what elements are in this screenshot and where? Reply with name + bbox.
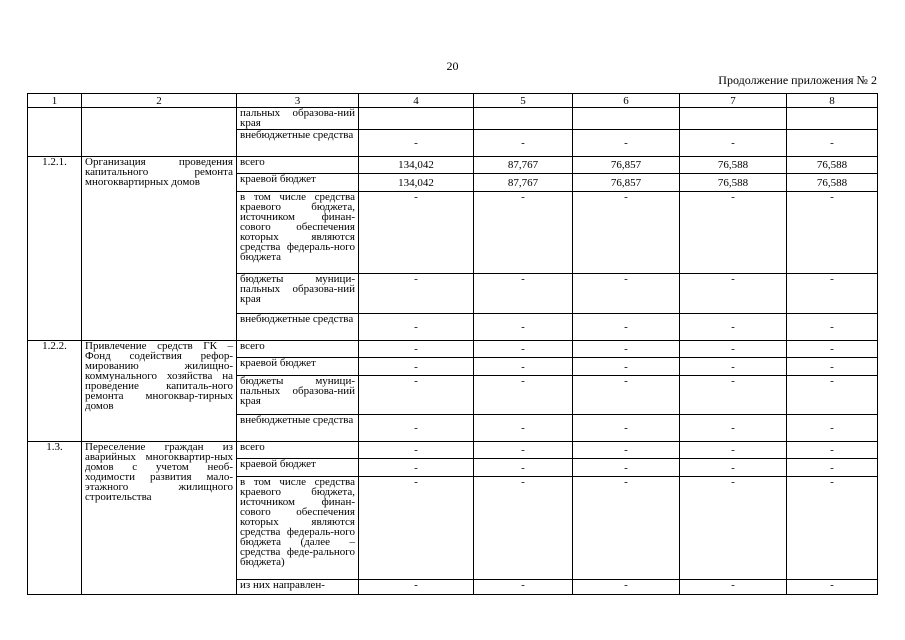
value-cell: -	[573, 358, 680, 376]
continuation-caption: Продолжение приложения № 2	[718, 73, 877, 87]
program-funding-table	[27, 93, 878, 595]
value-cell: -	[787, 192, 878, 274]
value-cell: -	[573, 130, 680, 157]
value-cell: -	[359, 459, 474, 477]
value-cell: -	[474, 477, 573, 580]
value-cell: 76,588	[787, 174, 878, 192]
value-cell: -	[787, 477, 878, 580]
value-cell: -	[680, 130, 787, 157]
value-cell: -	[573, 274, 680, 314]
value-cell: -	[474, 358, 573, 376]
column-header: 5	[474, 94, 573, 108]
value-cell: -	[359, 314, 474, 341]
value-cell: -	[680, 274, 787, 314]
value-cell: 76,857	[573, 157, 680, 174]
value-cell: -	[680, 341, 787, 358]
value-cell: -	[787, 358, 878, 376]
value-cell: -	[474, 314, 573, 341]
value-cell: 76,588	[680, 157, 787, 174]
value-cell: 76,588	[680, 174, 787, 192]
table-row	[28, 341, 878, 358]
value-cell: -	[474, 341, 573, 358]
funding-source: всего	[237, 341, 359, 358]
value-cell: -	[787, 314, 878, 341]
value-cell: -	[680, 415, 787, 442]
funding-source: внебюджетные средства	[237, 130, 359, 157]
value-cell: -	[573, 580, 680, 595]
value-cell: -	[474, 192, 573, 274]
value-cell: 87,767	[474, 157, 573, 174]
value-cell	[359, 108, 474, 130]
column-header: 4	[359, 94, 474, 108]
value-cell: -	[359, 192, 474, 274]
value-cell: -	[787, 341, 878, 358]
value-cell: -	[680, 376, 787, 415]
value-cell: -	[573, 415, 680, 442]
value-cell: -	[359, 376, 474, 415]
value-cell: -	[474, 415, 573, 442]
value-cell: -	[787, 274, 878, 314]
funding-source: всего	[237, 442, 359, 459]
value-cell: -	[359, 477, 474, 580]
value-cell: -	[474, 376, 573, 415]
funding-source: в том числе средства краевого бюджета, источником финан-сового обеспечения которых являются средства федераль-ного бюджета (далее – средства феде-рального бюджета)	[237, 477, 359, 580]
funding-source: бюджеты муници-пальных образова-ний края	[237, 376, 359, 415]
row-number: 1.2.2.	[28, 341, 82, 442]
value-cell: 76,588	[787, 157, 878, 174]
funding-source: внебюджетные средства	[237, 314, 359, 341]
column-header: 8	[787, 94, 878, 108]
value-cell: -	[680, 442, 787, 459]
row-number: 1.3.	[28, 442, 82, 595]
column-header: 7	[680, 94, 787, 108]
row-description: Переселение граждан из аварийных многоквартир-ных домов с учетом необ-ходимости развития мало-этажного жилищного строительства	[82, 442, 237, 595]
value-cell: -	[573, 477, 680, 580]
value-cell: -	[474, 274, 573, 314]
row-description: Привлечение средств ГК – Фонд содействия рефор-мированию жилищно-коммунального хозяйства на проведение капиталь-ного ремонта многоквар-тирных домов	[82, 341, 237, 442]
value-cell: -	[787, 442, 878, 459]
value-cell	[680, 108, 787, 130]
value-cell: -	[573, 376, 680, 415]
column-header: 1	[28, 94, 82, 108]
value-cell: -	[680, 459, 787, 477]
value-cell: -	[359, 442, 474, 459]
value-cell: -	[787, 376, 878, 415]
value-cell: -	[359, 341, 474, 358]
value-cell: -	[680, 358, 787, 376]
value-cell: -	[359, 130, 474, 157]
value-cell: -	[573, 314, 680, 341]
value-cell: -	[573, 341, 680, 358]
funding-source: бюджеты муници-пальных образова-ний края	[237, 274, 359, 314]
value-cell: 87,767	[474, 174, 573, 192]
funding-source: внебюджетные средства	[237, 415, 359, 442]
value-cell: -	[359, 580, 474, 595]
column-header: 6	[573, 94, 680, 108]
row-description: Организация проведения капитального ремонта многоквартирных домов	[82, 157, 237, 341]
funding-source: краевой бюджет	[237, 174, 359, 192]
value-cell: -	[359, 358, 474, 376]
value-cell	[573, 108, 680, 130]
column-header: 2	[82, 94, 237, 108]
value-cell: -	[573, 192, 680, 274]
value-cell: -	[573, 459, 680, 477]
funding-source: в том числе средства краевого бюджета, источником финан-сового обеспечения которых являются средства федераль-ного бюджета	[237, 192, 359, 274]
value-cell: -	[680, 314, 787, 341]
value-cell: -	[573, 442, 680, 459]
funding-source: краевой бюджет	[237, 459, 359, 477]
value-cell: -	[359, 415, 474, 442]
value-cell: -	[474, 442, 573, 459]
value-cell: -	[787, 415, 878, 442]
value-cell	[787, 108, 878, 130]
value-cell: -	[474, 130, 573, 157]
value-cell: -	[787, 130, 878, 157]
funding-source: краевой бюджет	[237, 358, 359, 376]
value-cell	[474, 108, 573, 130]
table-row	[28, 442, 878, 459]
row-number: 1.2.1.	[28, 157, 82, 341]
value-cell: -	[680, 477, 787, 580]
table-row	[28, 157, 878, 174]
funding-source: пальных образова-ний края	[237, 108, 359, 130]
table-header-row	[28, 94, 878, 108]
value-cell: -	[359, 274, 474, 314]
column-header: 3	[237, 94, 359, 108]
value-cell: -	[680, 192, 787, 274]
funding-source: всего	[237, 157, 359, 174]
table-row	[28, 108, 878, 130]
row-number	[28, 108, 82, 157]
page-number: 20	[446, 59, 459, 73]
value-cell: 134,042	[359, 157, 474, 174]
value-cell: 134,042	[359, 174, 474, 192]
value-cell: -	[787, 580, 878, 595]
value-cell: -	[474, 580, 573, 595]
funding-source: из них направлен-	[237, 580, 359, 595]
value-cell: -	[474, 459, 573, 477]
value-cell: -	[787, 459, 878, 477]
value-cell: -	[680, 580, 787, 595]
value-cell: 76,857	[573, 174, 680, 192]
row-description	[82, 108, 237, 157]
